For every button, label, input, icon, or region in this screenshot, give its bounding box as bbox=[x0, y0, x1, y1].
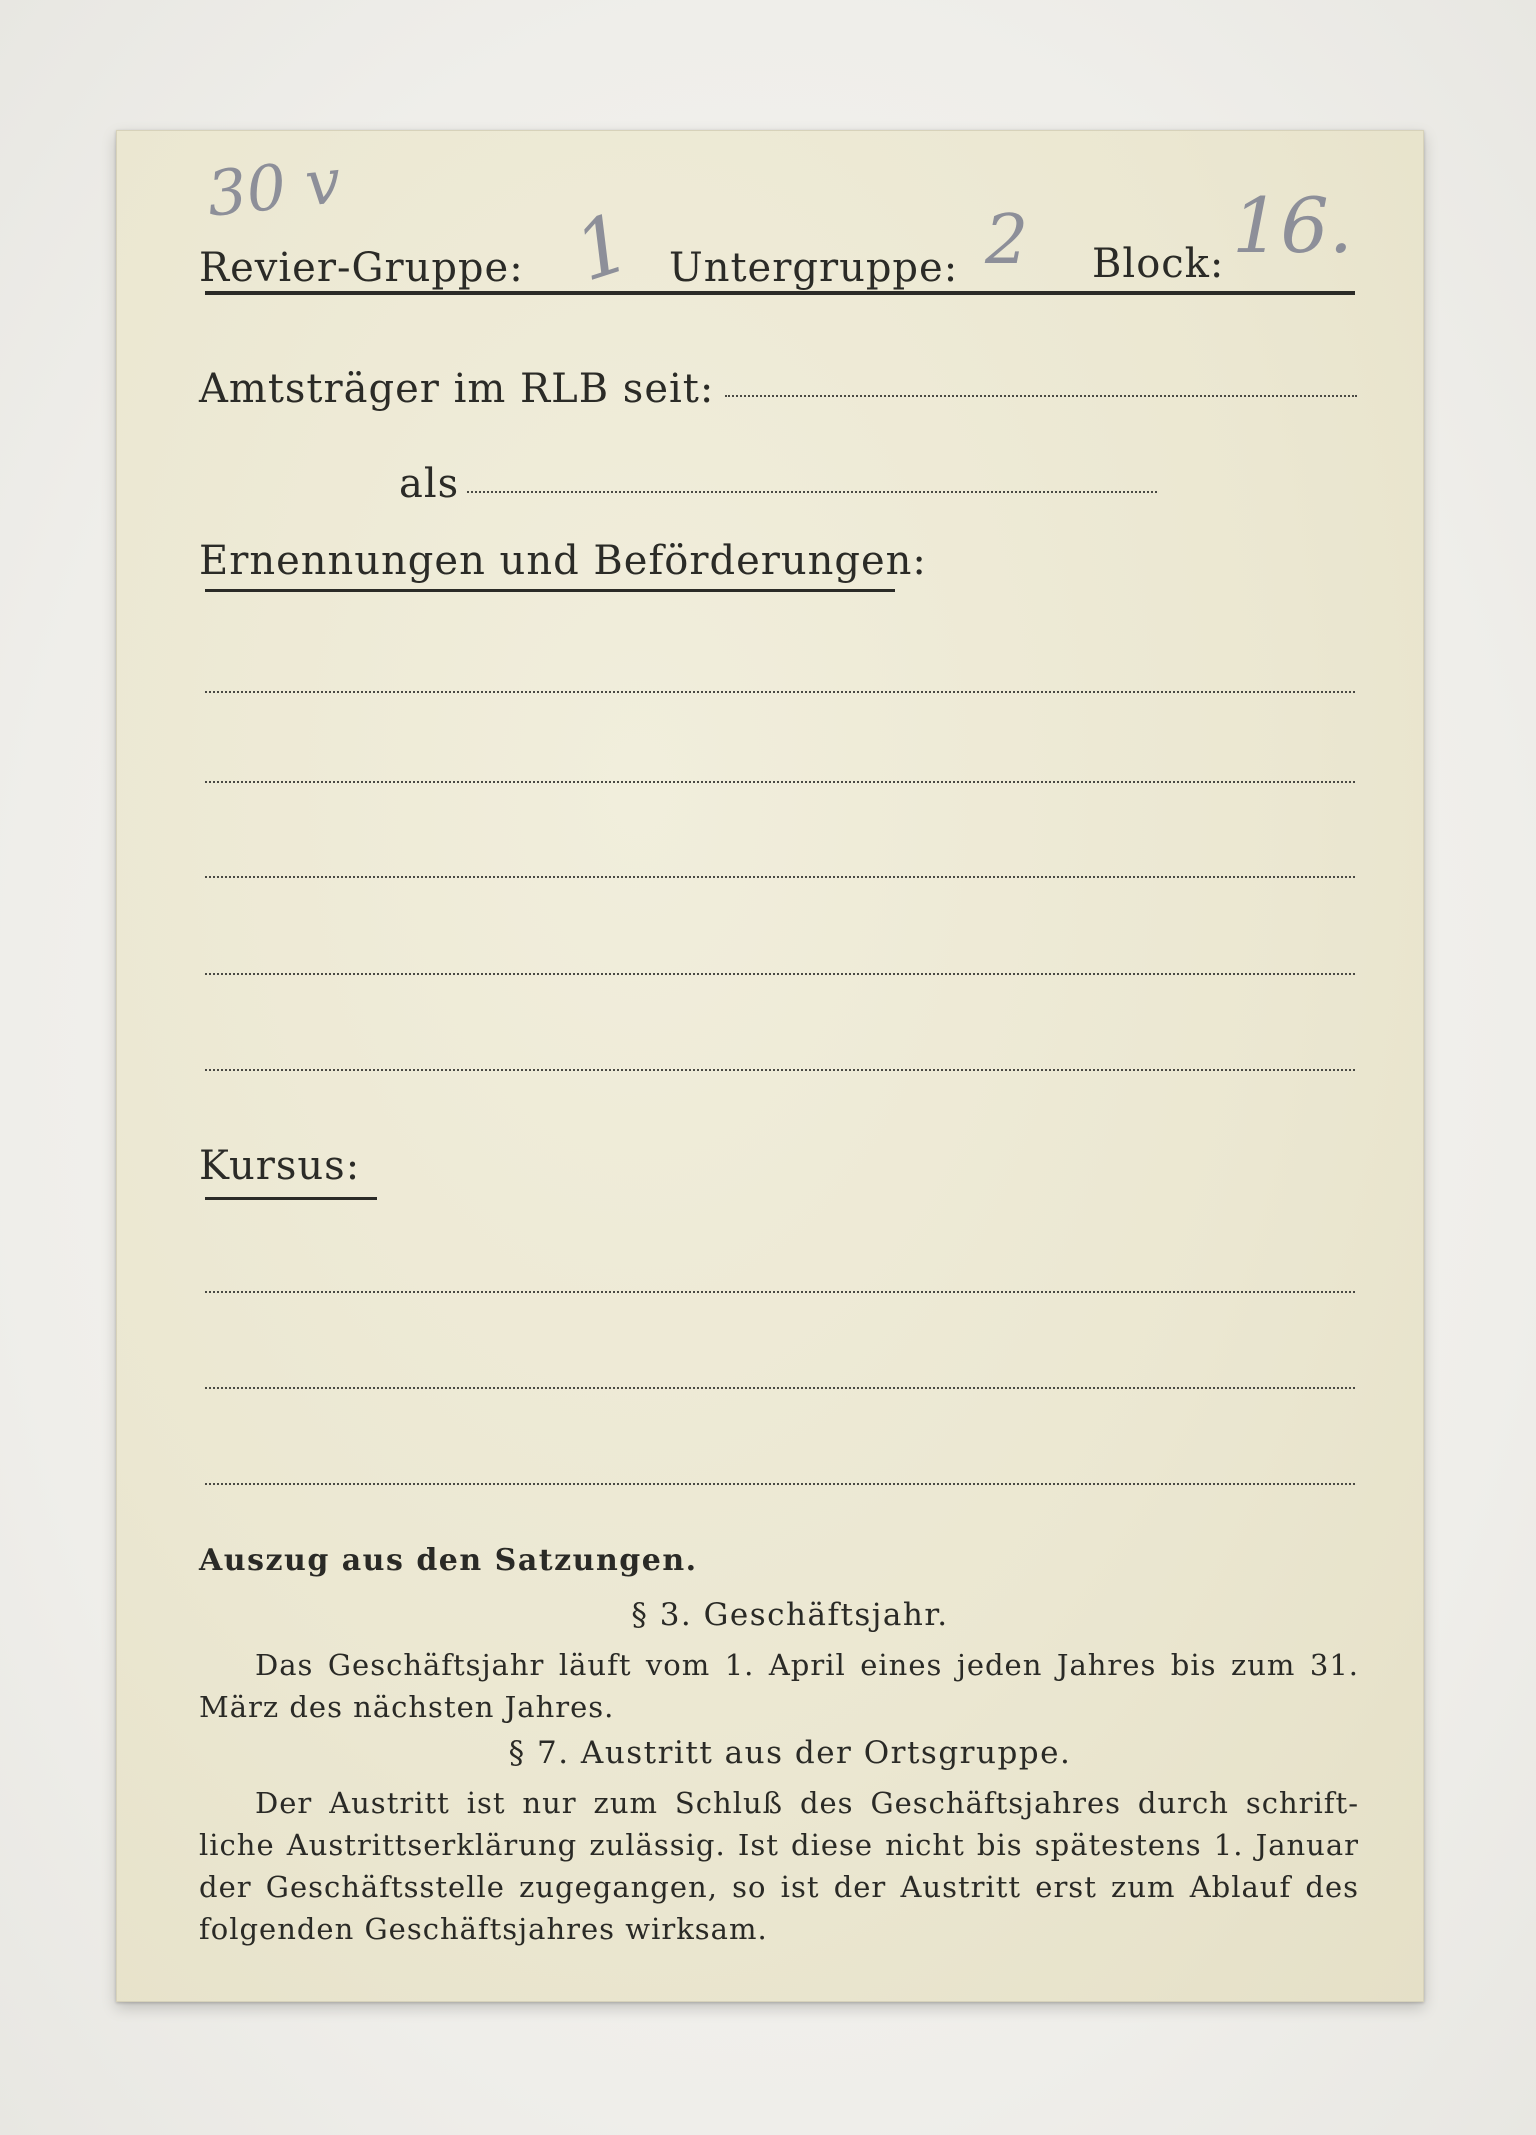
amtstraeger-line[interactable] bbox=[725, 395, 1357, 397]
handwritten-note: 30 v bbox=[203, 144, 345, 231]
block-value[interactable]: 16. bbox=[1232, 181, 1353, 270]
kursus-label: Kursus: bbox=[199, 1143, 361, 1189]
revier-gruppe-label: Revier-Gruppe: bbox=[199, 245, 524, 291]
membership-card-back bbox=[116, 130, 1424, 2002]
revier-gruppe-value[interactable]: 1 bbox=[563, 195, 642, 300]
kursus-line-2[interactable] bbox=[205, 1387, 1355, 1389]
section-7-title: § 7. Austritt aus der Ortsgruppe. bbox=[508, 1735, 1072, 1771]
ernennungen-label: Ernennungen und Beförderungen: bbox=[199, 538, 927, 584]
kursus-line-3[interactable] bbox=[205, 1483, 1355, 1485]
statutes-heading: Auszug aus den Satzungen. bbox=[199, 1543, 698, 1578]
kursus-line-1[interactable] bbox=[205, 1291, 1355, 1293]
header-rule bbox=[205, 291, 1355, 295]
ernennungen-line-3[interactable] bbox=[205, 876, 1355, 878]
ernennungen-line-2[interactable] bbox=[205, 781, 1355, 783]
amtstraeger-label: Amtsträger im RLB seit: bbox=[199, 366, 715, 412]
ernennungen-line-1[interactable] bbox=[205, 691, 1355, 693]
als-label: als bbox=[399, 461, 460, 507]
als-line[interactable] bbox=[467, 491, 1157, 493]
block-label: Block: bbox=[1092, 241, 1225, 287]
ernennungen-line-5[interactable] bbox=[205, 1069, 1355, 1071]
untergruppe-value[interactable]: 2 bbox=[985, 201, 1029, 280]
ernennungen-line-4[interactable] bbox=[205, 973, 1355, 975]
section-7-text: Der Austritt ist nur zum Schluß des Geschäftsjahres durch schrift-liche Austrittserklärung zulässig. Ist diese nicht bis spätestens 1. Januar der Geschäftsstelle zugegangen, so ist der Austritt erst zum Ablauf des folgenden Geschäftsjahres wirksam. bbox=[199, 1786, 1359, 1946]
untergruppe-label: Untergruppe: bbox=[669, 245, 959, 291]
section-3-title: § 3. Geschäftsjahr. bbox=[631, 1597, 949, 1633]
kursus-underline bbox=[205, 1197, 377, 1200]
section-3-text: Das Geschäftsjahr läuft vom 1. April eines jeden Jahres bis zum 31. März des nächsten Jahres. bbox=[199, 1648, 1359, 1724]
ernennungen-underline bbox=[205, 589, 895, 592]
